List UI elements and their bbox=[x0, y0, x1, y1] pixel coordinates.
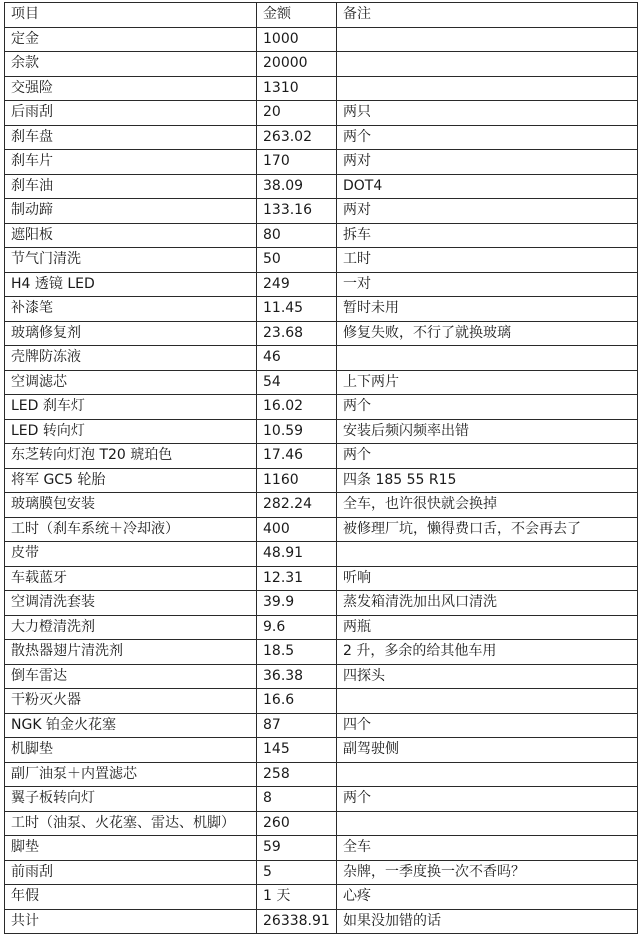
cell-note: 四条 185 55 R15 bbox=[337, 468, 638, 493]
cell-note: 工时 bbox=[337, 248, 638, 273]
cell-amount: 133.16 bbox=[257, 199, 337, 224]
cell-note: 两个 bbox=[337, 444, 638, 469]
cell-item: 玻璃膜包安装 bbox=[5, 493, 257, 518]
cell-item: 车载蓝牙 bbox=[5, 566, 257, 591]
cell-amount: 20 bbox=[257, 101, 337, 126]
cell-amount: 12.31 bbox=[257, 566, 337, 591]
cell-amount: 39.9 bbox=[257, 591, 337, 616]
cell-item: 补漆笔 bbox=[5, 297, 257, 322]
cell-item: 刹车盘 bbox=[5, 125, 257, 150]
cell-item: 翼子板转向灯 bbox=[5, 787, 257, 812]
header-amount: 金额 bbox=[257, 3, 337, 28]
cell-note: 四探头 bbox=[337, 664, 638, 689]
table-row bbox=[5, 591, 638, 616]
cell-item: 交强险 bbox=[5, 76, 257, 101]
cell-note: 四个 bbox=[337, 713, 638, 738]
cell-amount: 1 天 bbox=[257, 885, 337, 910]
table-row bbox=[5, 836, 638, 861]
cell-amount: 8 bbox=[257, 787, 337, 812]
table-row bbox=[5, 738, 638, 763]
cell-note: 两对 bbox=[337, 150, 638, 175]
cell-item: 大力橙清洗剂 bbox=[5, 615, 257, 640]
table-row bbox=[5, 272, 638, 297]
expense-table bbox=[4, 2, 638, 934]
cell-amount: 16.6 bbox=[257, 689, 337, 714]
cell-amount: 263.02 bbox=[257, 125, 337, 150]
table-row bbox=[5, 787, 638, 812]
cell-item: 后雨刮 bbox=[5, 101, 257, 126]
cell-note bbox=[337, 542, 638, 567]
cell-amount: 258 bbox=[257, 762, 337, 787]
cell-note: 一对 bbox=[337, 272, 638, 297]
cell-item: 东芝转向灯泡 T20 琥珀色 bbox=[5, 444, 257, 469]
table-row bbox=[5, 517, 638, 542]
table-row bbox=[5, 248, 638, 273]
cell-note: 被修理厂坑，懒得费口舌，不会再去了 bbox=[337, 517, 638, 542]
cell-item: 共计 bbox=[5, 909, 257, 934]
cell-item: 脚垫 bbox=[5, 836, 257, 861]
table-row bbox=[5, 811, 638, 836]
cell-amount: 1310 bbox=[257, 76, 337, 101]
cell-item: 皮带 bbox=[5, 542, 257, 567]
table-row bbox=[5, 199, 638, 224]
cell-note bbox=[337, 76, 638, 101]
cell-amount: 145 bbox=[257, 738, 337, 763]
cell-note bbox=[337, 811, 638, 836]
cell-amount: 20000 bbox=[257, 52, 337, 77]
cell-item: 机脚垫 bbox=[5, 738, 257, 763]
cell-amount: 400 bbox=[257, 517, 337, 542]
cell-amount: 282.24 bbox=[257, 493, 337, 518]
cell-note: 心疼 bbox=[337, 885, 638, 910]
table-row bbox=[5, 76, 638, 101]
table-row bbox=[5, 664, 638, 689]
cell-item: 工时（油泵、火花塞、雷达、机脚） bbox=[5, 811, 257, 836]
cell-amount: 18.5 bbox=[257, 640, 337, 665]
cell-amount: 1160 bbox=[257, 468, 337, 493]
cell-amount: 23.68 bbox=[257, 321, 337, 346]
table-row bbox=[5, 321, 638, 346]
cell-item: LED 刹车灯 bbox=[5, 395, 257, 420]
table-row bbox=[5, 444, 638, 469]
cell-item: 空调清洗套装 bbox=[5, 591, 257, 616]
cell-amount: 10.59 bbox=[257, 419, 337, 444]
cell-note: 暂时未用 bbox=[337, 297, 638, 322]
cell-item: 定金 bbox=[5, 27, 257, 52]
table-row bbox=[5, 346, 638, 371]
table-row bbox=[5, 713, 638, 738]
table-row bbox=[5, 174, 638, 199]
table-row bbox=[5, 419, 638, 444]
cell-amount: 16.02 bbox=[257, 395, 337, 420]
cell-amount: 54 bbox=[257, 370, 337, 395]
cell-item: 刹车片 bbox=[5, 150, 257, 175]
cell-note: 两对 bbox=[337, 199, 638, 224]
table-row bbox=[5, 885, 638, 910]
cell-note: 拆车 bbox=[337, 223, 638, 248]
cell-amount: 260 bbox=[257, 811, 337, 836]
cell-note: 全车，也许很快就会换掉 bbox=[337, 493, 638, 518]
cell-note: 如果没加错的话 bbox=[337, 909, 638, 934]
cell-amount: 50 bbox=[257, 248, 337, 273]
cell-item: 年假 bbox=[5, 885, 257, 910]
table-row bbox=[5, 762, 638, 787]
cell-item: 壳牌防冻液 bbox=[5, 346, 257, 371]
table-row bbox=[5, 150, 638, 175]
cell-item: 遮阳板 bbox=[5, 223, 257, 248]
cell-note: 全车 bbox=[337, 836, 638, 861]
cell-amount: 1000 bbox=[257, 27, 337, 52]
cell-note: 修复失败，不行了就换玻璃 bbox=[337, 321, 638, 346]
cell-note: 安装后频闪频率出错 bbox=[337, 419, 638, 444]
cell-note bbox=[337, 52, 638, 77]
cell-amount: 170 bbox=[257, 150, 337, 175]
table-row bbox=[5, 909, 638, 934]
cell-note: 两个 bbox=[337, 395, 638, 420]
cell-item: 余款 bbox=[5, 52, 257, 77]
cell-amount: 26338.91 bbox=[257, 909, 337, 934]
header-note: 备注 bbox=[337, 3, 638, 28]
cell-note: DOT4 bbox=[337, 174, 638, 199]
cell-amount: 9.6 bbox=[257, 615, 337, 640]
cell-note: 两个 bbox=[337, 787, 638, 812]
table-row bbox=[5, 468, 638, 493]
cell-item: 将军 GC5 轮胎 bbox=[5, 468, 257, 493]
header-item: 项目 bbox=[5, 3, 257, 28]
cell-item: 刹车油 bbox=[5, 174, 257, 199]
cell-note bbox=[337, 762, 638, 787]
cell-amount: 80 bbox=[257, 223, 337, 248]
table-header-row bbox=[5, 3, 638, 28]
table-row bbox=[5, 615, 638, 640]
cell-note: 两只 bbox=[337, 101, 638, 126]
cell-item: NGK 铂金火花塞 bbox=[5, 713, 257, 738]
cell-item: 倒车雷达 bbox=[5, 664, 257, 689]
table-row bbox=[5, 297, 638, 322]
cell-item: 散热器翅片清洗剂 bbox=[5, 640, 257, 665]
table-row bbox=[5, 101, 638, 126]
table-row bbox=[5, 860, 638, 885]
table-row bbox=[5, 640, 638, 665]
cell-note: 蒸发箱清洗加出风口清洗 bbox=[337, 591, 638, 616]
cell-item: 副厂油泵＋内置滤芯 bbox=[5, 762, 257, 787]
table-body bbox=[5, 27, 638, 934]
table-row bbox=[5, 395, 638, 420]
cell-item: 空调滤芯 bbox=[5, 370, 257, 395]
cell-amount: 17.46 bbox=[257, 444, 337, 469]
cell-amount: 5 bbox=[257, 860, 337, 885]
cell-amount: 11.45 bbox=[257, 297, 337, 322]
cell-item: 节气门清洗 bbox=[5, 248, 257, 273]
table-row bbox=[5, 125, 638, 150]
table-row bbox=[5, 542, 638, 567]
cell-amount: 38.09 bbox=[257, 174, 337, 199]
cell-note bbox=[337, 689, 638, 714]
table-row bbox=[5, 566, 638, 591]
cell-amount: 59 bbox=[257, 836, 337, 861]
cell-note: 副驾驶侧 bbox=[337, 738, 638, 763]
table-row bbox=[5, 370, 638, 395]
cell-note: 两瓶 bbox=[337, 615, 638, 640]
cell-item: 玻璃修复剂 bbox=[5, 321, 257, 346]
table-row bbox=[5, 27, 638, 52]
cell-item: LED 转向灯 bbox=[5, 419, 257, 444]
cell-item: H4 透镜 LED bbox=[5, 272, 257, 297]
cell-amount: 46 bbox=[257, 346, 337, 371]
cell-note bbox=[337, 27, 638, 52]
cell-note bbox=[337, 346, 638, 371]
cell-note: 2 升，多余的给其他车用 bbox=[337, 640, 638, 665]
cell-item: 干粉灭火器 bbox=[5, 689, 257, 714]
table-row bbox=[5, 493, 638, 518]
cell-note: 杂牌，一季度换一次不香吗？ bbox=[337, 860, 638, 885]
table-row bbox=[5, 52, 638, 77]
cell-amount: 87 bbox=[257, 713, 337, 738]
table-row bbox=[5, 689, 638, 714]
cell-note: 两个 bbox=[337, 125, 638, 150]
table-row bbox=[5, 223, 638, 248]
cell-amount: 48.91 bbox=[257, 542, 337, 567]
cell-note: 听响 bbox=[337, 566, 638, 591]
cell-item: 制动蹄 bbox=[5, 199, 257, 224]
cell-amount: 36.38 bbox=[257, 664, 337, 689]
cell-note: 上下两片 bbox=[337, 370, 638, 395]
cell-item: 前雨刮 bbox=[5, 860, 257, 885]
cell-amount: 249 bbox=[257, 272, 337, 297]
cell-item: 工时（刹车系统＋冷却液） bbox=[5, 517, 257, 542]
